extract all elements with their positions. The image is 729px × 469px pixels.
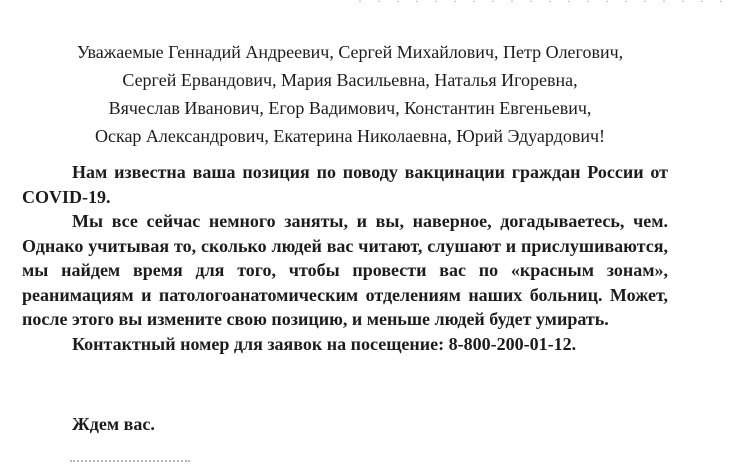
salutation — [0, 38, 700, 150]
paragraph-invitation: Мы все сейчас немного заняты, и вы, наверное, догадываетесь, чем. Однако учитывая то, сколько людей вас читают, слушают и прислушиваются, мы найдем время для того, чтобы провести вас по «красным зонам», реанимациям и патологоанатомическим отделениям наших больниц. Может, после этого вы измените свою позицию, и меньше людей будет умирать. — [22, 211, 668, 329]
letter-body — [22, 160, 668, 356]
scan-footer-fragment — [70, 460, 190, 469]
paragraph-contact: Контактный номер для заявок на посещение: 8-800-200-01-12. — [72, 333, 577, 354]
closing-line: Ждем вас. — [72, 414, 155, 434]
scan-header-fragment: · · · · · · · · · · · · · · · · · · · · — [358, 0, 729, 8]
salutation-line: Оскар Александрович, Екатерина Николаевна, Юрий Эдуардович! — [94, 126, 605, 146]
salutation-line: Сергей Ервандович, Мария Васильевна, Наталья Игоревна, — [122, 70, 578, 90]
salutation-line: Вячеслав Иванович, Егор Вадимович, Константин Евгеньевич, — [108, 98, 592, 118]
paragraph-position: Нам известна ваша позиция по поводу вакцинации граждан России от COVID-19. — [22, 162, 668, 207]
salutation-line: Уважаемые Геннадий Андреевич, Сергей Михайлович, Петр Олегович, — [76, 42, 624, 62]
